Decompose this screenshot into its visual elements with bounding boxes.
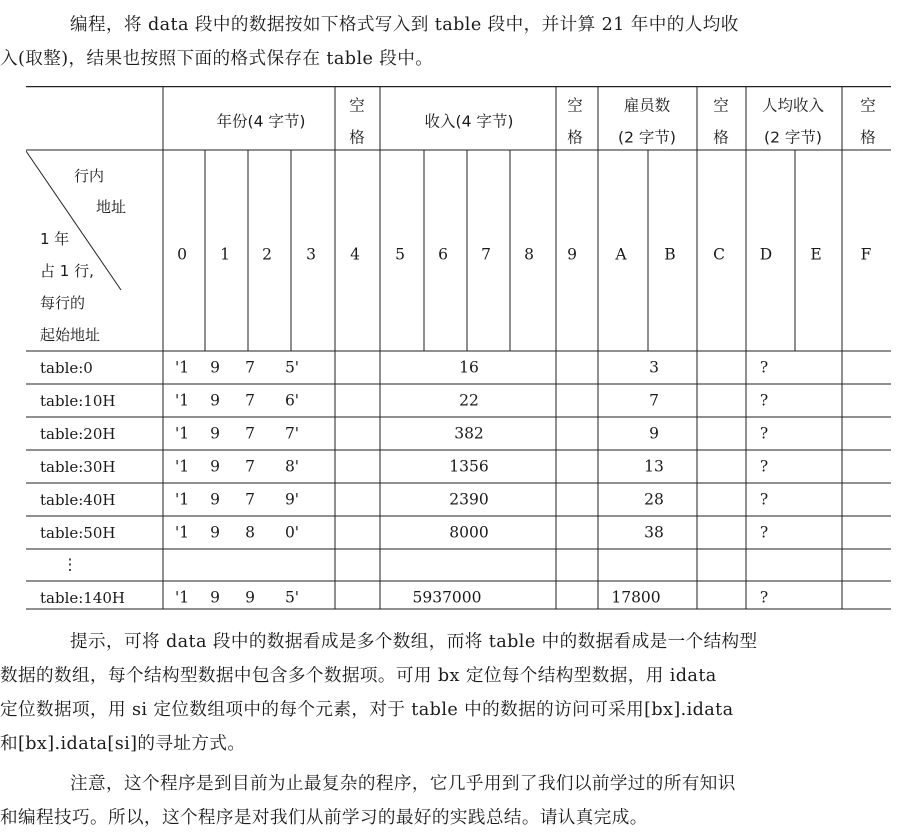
offset-a: A	[615, 245, 627, 264]
year-byte-0: '1	[174, 424, 190, 443]
year-byte-1: 9	[210, 457, 220, 476]
row-address: table:30H	[40, 458, 116, 476]
note-line-2: 和编程技巧。所以，这个程序是对我们从前学习的最好的实践总结。请认真完成。	[0, 808, 648, 828]
header-space-4-a: 空	[349, 96, 365, 115]
header-space-4-b: 格	[349, 128, 365, 147]
header-space-c-b: 格	[713, 128, 729, 147]
offset-f: F	[860, 245, 872, 264]
year-byte-0: '1	[174, 523, 190, 542]
income-value: 22	[459, 391, 479, 410]
employee-count: 7	[649, 391, 659, 410]
offset-8: 8	[524, 245, 534, 264]
row-address: table:40H	[40, 491, 116, 509]
row-address: table:0	[40, 359, 93, 377]
offset-b: B	[664, 245, 676, 264]
hint-line-4: 和[bx].idata[si]的寻址方式。	[0, 734, 246, 754]
diagonal-label-start-address: 起始地址	[40, 326, 101, 344]
year-byte-3: 0'	[284, 523, 300, 542]
avg-income-value: ?	[759, 588, 769, 607]
year-byte-3: 5'	[284, 588, 300, 607]
header-space-9-b: 格	[567, 128, 583, 147]
year-byte-2: 7	[245, 358, 255, 377]
diagonal-label-one-row: 占 1 行,	[40, 262, 94, 280]
year-byte-0: '1	[174, 457, 190, 476]
row-address: table:20H	[40, 425, 116, 443]
diagonal-label-address: 地址	[96, 198, 127, 216]
header-space-f-b: 格	[860, 128, 876, 147]
ellipsis-marker: ⋮	[62, 555, 78, 574]
header-space-c-a: 空	[713, 96, 729, 115]
offset-2: 2	[262, 245, 272, 264]
hint-line-2: 数据的数组，每个结构型数据中包含多个数据项。可用 bx 定位每个结构型数据，用 idata	[0, 666, 717, 686]
header-avg-income-size: (2 字节)	[764, 128, 822, 147]
header-avg-income-name: 人均收入	[761, 96, 825, 115]
offset-3: 3	[306, 245, 316, 264]
avg-income-value: ?	[759, 358, 769, 377]
income-value: 8000	[449, 523, 489, 542]
avg-income-value: ?	[759, 490, 769, 509]
header-space-f-a: 空	[860, 96, 876, 115]
income-value: 2390	[449, 490, 489, 509]
offset-7: 7	[481, 245, 491, 264]
year-byte-1: 9	[210, 523, 220, 542]
offset-e: E	[810, 245, 822, 264]
year-byte-3: 7'	[284, 424, 300, 443]
year-byte-2: 8	[245, 523, 255, 542]
offset-1: 1	[220, 245, 230, 264]
avg-income-value: ?	[759, 424, 769, 443]
year-byte-2: 7	[245, 490, 255, 509]
offset-c: C	[713, 245, 725, 264]
offset-d: D	[759, 245, 773, 264]
year-byte-3: 6'	[284, 391, 300, 410]
employee-count: 3	[649, 358, 659, 377]
year-byte-1: 9	[210, 588, 220, 607]
year-byte-2: 7	[245, 424, 255, 443]
year-byte-1: 9	[210, 490, 220, 509]
avg-income-value: ?	[759, 523, 769, 542]
offset-5: 5	[395, 245, 405, 264]
header-employees-name: 雇员数	[623, 96, 671, 115]
year-byte-0: '1	[174, 490, 190, 509]
year-byte-1: 9	[210, 391, 220, 410]
employee-count: 9	[649, 424, 659, 443]
table-layout-figure	[26, 86, 891, 610]
row-address: table:10H	[40, 392, 116, 410]
year-byte-3: 8'	[284, 457, 300, 476]
intro-line-2: 入(取整)，结果也按照下面的格式保存在 table 段中。	[0, 49, 434, 69]
year-byte-0: '1	[174, 391, 190, 410]
year-byte-0: '1	[174, 588, 190, 607]
year-byte-3: 9'	[284, 490, 300, 509]
header-space-9-a: 空	[567, 96, 583, 115]
year-byte-0: '1	[174, 358, 190, 377]
income-value: 382	[454, 424, 484, 443]
year-byte-1: 9	[210, 358, 220, 377]
income-value: 1356	[449, 457, 489, 476]
offset-9: 9	[567, 245, 577, 264]
avg-income-value: ?	[759, 457, 769, 476]
year-byte-2: 7	[245, 457, 255, 476]
offset-0: 0	[177, 245, 187, 264]
offset-4: 4	[350, 245, 360, 264]
year-byte-1: 9	[210, 424, 220, 443]
offset-6: 6	[438, 245, 448, 264]
row-address: table:140H	[40, 589, 126, 607]
avg-income-value: ?	[759, 391, 769, 410]
hint-paragraph	[0, 625, 905, 761]
header-employees-size: (2 字节)	[618, 128, 676, 147]
diagonal-label-inrow: 行内	[74, 167, 105, 185]
year-byte-2: 7	[245, 391, 255, 410]
intro-line-1: 编程，将 data 段中的数据按如下格式写入到 table 段中，并计算 21 年中的人均收	[70, 15, 739, 35]
diagonal-label-one-year: 1 年	[40, 230, 70, 248]
hint-line-3: 定位数据项，用 si 定位数组项中的每个元素，对于 table 中的数据的访问可采用[bx].idata	[0, 700, 734, 720]
diagonal-label-each-row: 每行的	[40, 294, 86, 312]
employee-count: 13	[644, 457, 664, 476]
employee-count: 28	[644, 490, 664, 509]
hint-line-1: 提示，可将 data 段中的数据看成是多个数组，而将 table 中的数据看成是一个结构型	[70, 632, 758, 652]
year-byte-2: 9	[245, 588, 255, 607]
income-value: 16	[459, 358, 479, 377]
row-address: table:50H	[40, 524, 116, 542]
note-line-1: 注意，这个程序是到目前为止最复杂的程序，它几乎用到了我们以前学过的所有知识	[70, 774, 736, 794]
employee-count: 17800	[611, 588, 661, 607]
intro-paragraph	[0, 8, 905, 76]
note-paragraph	[0, 767, 905, 835]
header-year: 年份(4 字节)	[216, 112, 306, 131]
header-income: 收入(4 字节)	[424, 112, 514, 131]
employee-count: 38	[644, 523, 664, 542]
year-byte-3: 5'	[284, 358, 300, 377]
income-value: 5937000	[412, 588, 482, 607]
